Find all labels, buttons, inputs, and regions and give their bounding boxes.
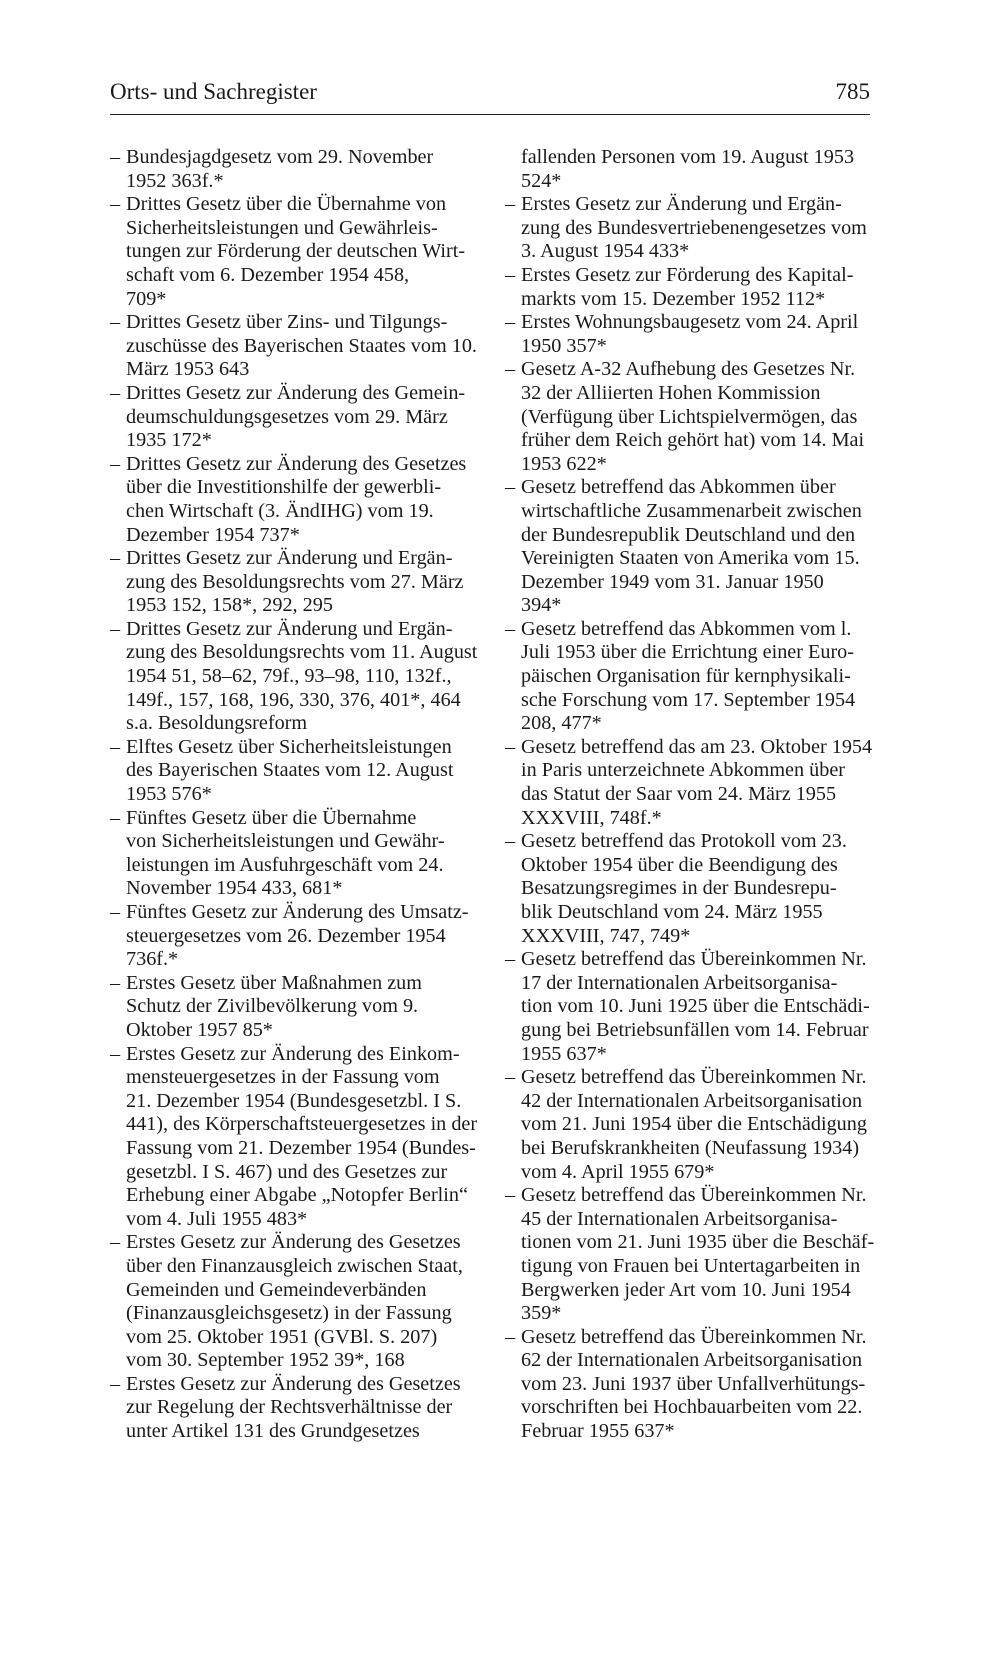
index-column-right (505, 146, 873, 1444)
index-entry (110, 1373, 475, 1444)
index-entry-line: – Drittes Gesetz zur Änderung des Gemein- (126, 381, 466, 404)
index-entry-line: – Gesetz betreffend das Übereinkommen Nr. (521, 948, 867, 971)
index-entry-line: in Paris unterzeichnete Abkommen über (521, 759, 846, 782)
index-entry-line: fallenden Personen vom 19. August 1953 (521, 146, 855, 168)
index-entry-line: vom 4. Juli 1955 483* (126, 1207, 308, 1230)
index-entry-line: 1954 51, 58–62, 79f., 93–98, 110, 132f., (126, 665, 452, 688)
index-entry (505, 736, 873, 830)
index-entry-line: (Verfügung über Lichtspielvermögen, das (521, 405, 858, 428)
index-entry-line: – Fünftes Gesetz über die Übernahme (126, 806, 417, 829)
index-entry-line: November 1954 433, 681* (126, 877, 343, 900)
index-entry-line: 736f.* (126, 948, 179, 971)
index-entry-line: – Drittes Gesetz zur Änderung und Ergän- (126, 617, 453, 640)
index-entry-line: – Gesetz betreffend das Abkommen vom l. (521, 617, 852, 640)
index-entry-line: vom 25. Oktober 1951 (GVBl. S. 207) (126, 1325, 438, 1348)
index-entry (110, 972, 475, 1043)
index-entry-line: Oktober 1957 85* (126, 1018, 273, 1041)
index-entry (110, 901, 475, 972)
index-entry-line: der Bundesrepublik Deutschland und den (521, 523, 856, 546)
index-entry-line: 62 der Internationalen Arbeitsorganisation (521, 1349, 863, 1372)
index-entry-line: wirtschaftliche Zusammenarbeit zwischen (521, 499, 862, 522)
index-entry (110, 807, 475, 901)
index-entry-line: – Gesetz betreffend das Übereinkommen Nr. (521, 1066, 867, 1089)
index-entry-line: 208, 477* (521, 712, 602, 735)
index-entry-line: – Gesetz A-32 Aufhebung des Gesetzes Nr. (521, 358, 856, 381)
index-entry-line: gung bei Betriebsunfällen vom 14. Februar (521, 1018, 869, 1041)
index-entry (110, 146, 475, 193)
index-entry (110, 193, 475, 311)
index-entry-line: deumschuldungsgesetzes vom 29. März (126, 405, 448, 428)
index-entry (505, 1066, 873, 1184)
index-entry-line: Schutz der Zivilbevölkerung vom 9. (126, 995, 419, 1018)
index-entry-line: 1953 152, 158*, 292, 295 (126, 594, 333, 617)
index-entry-line: 1953 576* (126, 783, 212, 806)
index-entry-line: Gemeinden und Gemeindeverbänden (126, 1278, 427, 1301)
index-entry-line: – Erstes Gesetz zur Änderung des Gesetzes (126, 1231, 461, 1254)
index-entry (505, 1184, 873, 1326)
index-entry-line: – Erstes Gesetz zur Förderung des Kapital- (521, 263, 854, 286)
index-entry-line: – Erstes Gesetz zur Änderung und Ergän- (521, 193, 842, 216)
index-entry-line: Vereinigten Staaten von Amerika vom 15. (521, 547, 860, 570)
index-entry-line: März 1953 643 (126, 358, 250, 381)
index-entry-line: – Erstes Wohnungsbaugesetz vom 24. April (521, 311, 859, 334)
index-entry-line: gesetzbl. I S. 467) und des Gesetzes zur (126, 1160, 448, 1183)
index-entry-line: 32 der Alliierten Hohen Kommission (521, 381, 821, 404)
index-entry-line: vom 21. Juni 1954 über die Entschädigung (521, 1113, 867, 1136)
index-entry (110, 1042, 478, 1232)
index-entry (110, 311, 475, 382)
index-entry (110, 617, 478, 736)
index-entry (505, 311, 873, 358)
index-entry-line: s.a. Besoldungsreform (126, 712, 308, 735)
index-entry-line: das Statut der Saar vom 24. März 1955 (521, 783, 837, 806)
index-entry (505, 476, 873, 618)
index-entry-line: von Sicherheitsleistungen und Gewähr- (126, 830, 445, 853)
index-entry-line: unter Artikel 131 des Grundgesetzes (126, 1420, 420, 1443)
index-entry (505, 618, 873, 736)
index-entry-line: zung des Besoldungsrechts vom 27. März (126, 570, 464, 593)
index-entry-line: – Drittes Gesetz über die Übernahme von (126, 193, 447, 216)
index-entry (505, 264, 873, 311)
index-entry-line: – Fünftes Gesetz zur Änderung des Umsatz- (126, 901, 469, 923)
index-entry-line: blik Deutschland vom 24. März 1955 (521, 901, 823, 923)
index-entry-line: 45 der Internationalen Arbeitsorganisa- (521, 1207, 838, 1230)
index-entry-line: sche Forschung vom 17. September 1954 (521, 688, 856, 711)
index-entry-line: 21. Dezember 1954 (Bundesgesetzbl. I S. (126, 1089, 462, 1112)
index-entry-line: – Gesetz betreffend das Übereinkommen Nr. (521, 1184, 867, 1207)
index-entry-line: – Gesetz betreffend das Abkommen über (521, 476, 836, 499)
index-entry-line: schaft vom 6. Dezember 1954 458, (126, 263, 410, 286)
index-entry-line: zung des Besoldungsrechts vom 11. August (126, 641, 478, 664)
index-entry-line: 441), des Körperschaftsteuergesetzes in der (126, 1113, 478, 1136)
index-entry-line: 1950 357* (521, 334, 607, 357)
index-entry-line: vom 30. September 1952 39*, 168 (126, 1349, 405, 1372)
index-entry-line: tion vom 10. Juni 1925 über die Entschädi- (521, 995, 870, 1018)
page-number: 785 (835, 79, 870, 104)
index-entry (110, 382, 475, 453)
index-entry-line: 524* (521, 169, 562, 192)
index-entry-line: Dezember 1949 vom 31. Januar 1950 (521, 570, 824, 593)
index-entry-line: Oktober 1954 über die Beendigung des (521, 853, 838, 876)
index-entry-line: Dezember 1954 737* (126, 523, 300, 546)
index-entry (110, 1231, 475, 1373)
index-entry-line: Juli 1953 über die Errichtung einer Euro- (521, 641, 854, 664)
index-entry-line: XXXVIII, 748f.* (521, 806, 662, 829)
index-entry-line: steuergesetzes vom 26. Dezember 1954 (126, 924, 446, 947)
index-entry-line: Sicherheitsleistungen und Gewährleis- (126, 216, 438, 239)
index-entry-line: – Gesetz betreffend das Übereinkommen Nr. (521, 1325, 867, 1348)
index-entry-line: zur Regelung der Rechtsverhältnisse der (126, 1396, 453, 1419)
index-entry (505, 358, 873, 476)
index-entry-line: 17 der Internationalen Arbeitsorganisa- (521, 971, 838, 994)
index-entry-line: 709* (126, 287, 167, 310)
index-entry-line: Erhebung einer Abgabe „Notopfer Berlin“ (126, 1184, 468, 1207)
index-entry-line: zung des Bundesvertriebenengesetzes vom (521, 216, 867, 239)
index-entry-line: über den Finanzausgleich zwischen Staat, (126, 1254, 463, 1277)
index-entry-line: 1953 622* (521, 452, 607, 475)
index-entry-continued (505, 146, 873, 193)
index-entry-line: 42 der Internationalen Arbeitsorganisation (521, 1089, 863, 1112)
index-entry-line: zuschüsse des Bayerischen Staates vom 10. (126, 334, 477, 357)
index-entry-line: 3. August 1954 433* (521, 240, 690, 263)
index-entry-line: 1952 363f.* (126, 169, 224, 192)
index-entry-line: leistungen im Ausfuhrgeschäft vom 24. (126, 853, 444, 876)
index-entry-line: XXXVIII, 747, 749* (521, 924, 691, 947)
index-entry-line: Fassung vom 21. Dezember 1954 (Bundes- (126, 1136, 476, 1159)
index-entry-line: tigung von Frauen bei Untertagarbeiten in (521, 1254, 861, 1277)
index-entry-line: 1955 637* (521, 1042, 607, 1065)
index-entry-line: päischen Organisation für kernphysikali- (521, 665, 851, 688)
index-entry-line: – Drittes Gesetz über Zins- und Tilgungs- (126, 311, 448, 334)
index-entry-line: – Erstes Gesetz zur Änderung des Einkom- (126, 1042, 460, 1065)
index-entry-line: früher dem Reich gehört hat) vom 14. Mai (521, 429, 865, 452)
index-entry-line: Februar 1955 637* (521, 1420, 675, 1443)
index-entry (505, 830, 873, 948)
header-rule (110, 114, 870, 115)
index-entry-line: markts vom 15. Dezember 1952 112* (521, 287, 826, 310)
index-entry (505, 193, 873, 264)
index-entry-line: – Bundesjagdgesetz vom 29. November (126, 146, 434, 168)
index-column-left (110, 146, 478, 1444)
index-entry-line: mensteuergesetzes in der Fassung vom (126, 1066, 440, 1089)
index-entry-line: – Elftes Gesetz über Sicherheitsleistungen (126, 735, 452, 758)
index-entry-line: vorschriften bei Hochbauarbeiten vom 22. (521, 1396, 863, 1419)
index-entry-line: 394* (521, 594, 562, 617)
index-entry-line: – Drittes Gesetz zur Änderung und Ergän- (126, 547, 453, 570)
index-entry (505, 948, 873, 1066)
index-entry-line: über die Investitionshilfe der gewerbli- (126, 476, 442, 499)
index-entry-line: (Finanzausgleichsgesetz) in der Fassung (126, 1302, 452, 1325)
index-entry-line: vom 4. April 1955 679* (521, 1160, 715, 1183)
index-entry-line: tungen zur Förderung der deutschen Wirt- (126, 240, 466, 263)
index-entry-line: vom 23. Juni 1937 über Unfallverhütungs- (521, 1372, 866, 1395)
index-entry-line: des Bayerischen Staates vom 12. August (126, 759, 454, 782)
index-entry (110, 453, 475, 547)
index-entry-line: – Erstes Gesetz über Maßnahmen zum (126, 971, 422, 994)
index-entry (110, 736, 475, 807)
index-entry-line: – Erstes Gesetz zur Änderung des Gesetzes (126, 1372, 461, 1395)
index-entry-line: – Drittes Gesetz zur Änderung des Gesetzes (126, 452, 467, 475)
index-entry-line: chen Wirtschaft (3. ÄndIHG) vom 19. (126, 499, 434, 522)
index-entry-line: – Gesetz betreffend das am 23. Oktober 1954 (521, 735, 873, 758)
page-header-title: Orts- und Sachregister (110, 79, 317, 104)
index-entry-line: 149f., 157, 168, 196, 330, 376, 401*, 464 (126, 688, 461, 711)
index-entry-line: Bergwerken jeder Art vom 10. Juni 1954 (521, 1278, 851, 1301)
index-entry-line: 1935 172* (126, 429, 212, 452)
index-entry-line: 359* (521, 1302, 562, 1325)
index-entry-line: Besatzungsregimes in der Bundesrepu- (521, 877, 837, 900)
index-entry-line: – Gesetz betreffend das Protokoll vom 23. (521, 830, 847, 853)
index-entry-line: bei Berufskrankheiten (Neufassung 1934) (521, 1136, 860, 1159)
index-entry (505, 1326, 873, 1444)
index-entry (110, 547, 475, 618)
index-entry-line: tionen vom 21. Juni 1935 über die Beschäf- (521, 1231, 875, 1254)
